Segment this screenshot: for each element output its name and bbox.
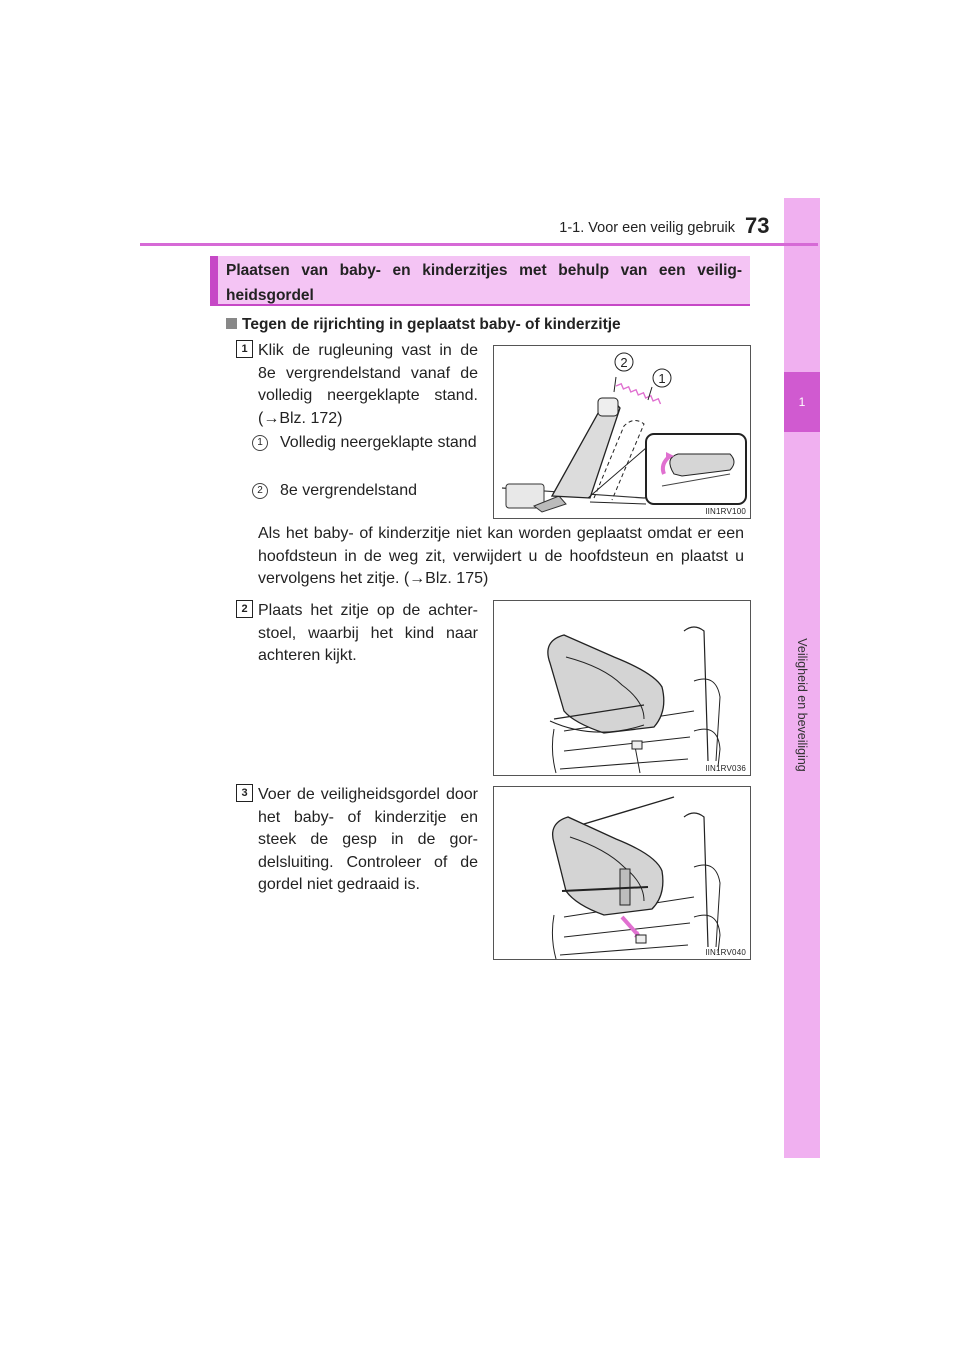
chapter-number-tab[interactable]: 1 [784, 372, 820, 432]
figure-code-1: IIN1RV100 [705, 507, 746, 516]
figure-place-seat [493, 600, 751, 776]
step-number-1: 1 [236, 340, 253, 358]
square-bullet-icon [226, 318, 237, 329]
figure-code-3: IIN1RV040 [705, 948, 746, 957]
belt-routing-illustration [494, 787, 750, 959]
chapter-title-tab [782, 638, 822, 772]
subitem-number-1: 1 [252, 435, 268, 451]
chapter-title-label: Veiligheid en beveiliging [795, 638, 809, 772]
step-number-2: 2 [236, 600, 253, 618]
subitem-number-2: 2 [252, 483, 268, 499]
figure-belt-routing [493, 786, 751, 960]
figure-seat-recline [493, 345, 751, 519]
subitem-2-text: 8e vergrendelstand [280, 482, 417, 499]
page-number: 73 [745, 213, 770, 238]
step-1-text: Klik de rugleuning vast in de 8e vergrendelstand vanaf de volledig neergeklapte stand. (→Blz. 172) [258, 342, 478, 427]
step-2-text: Plaats het zitje op de achter-stoel, waarbij het kind naar achteren kijkt. [258, 602, 478, 664]
step-3-text: Voer de veiligheidsgordel door het baby- of kinderzitje en steek de gesp in de gor-delsluiting. Controleer of de gordel niet gedraaid is. [258, 786, 478, 893]
subheading [226, 316, 621, 334]
callout-1: 1 [658, 371, 666, 386]
step-1-note: Als het baby- of kinderzitje niet kan worden geplaatst omdat er een hoofdsteun in de weg zit, verwijdert u de hoofdsteun en plaatst u vervolgens het zitje. (→Blz. 175) [258, 525, 744, 587]
section-header-bar [210, 256, 218, 306]
seat-recline-illustration [494, 346, 750, 518]
callout-2: 2 [620, 355, 628, 370]
step-number-3: 3 [236, 784, 253, 802]
running-header: 1-1. Voor een veilig gebruik [559, 220, 735, 236]
place-seat-illustration [494, 601, 750, 775]
subheading-text: Tegen de rijrichting in geplaatst baby- of kinderzitje [242, 316, 621, 333]
subitem-1-text: Volledig neergeklapte stand [280, 434, 477, 451]
header-rule [140, 243, 818, 246]
figure-code-2: IIN1RV036 [705, 764, 746, 773]
section-title: Plaatsen van baby- en kinderzitjes met behulp van een veilig-heidsgordel [226, 262, 742, 304]
